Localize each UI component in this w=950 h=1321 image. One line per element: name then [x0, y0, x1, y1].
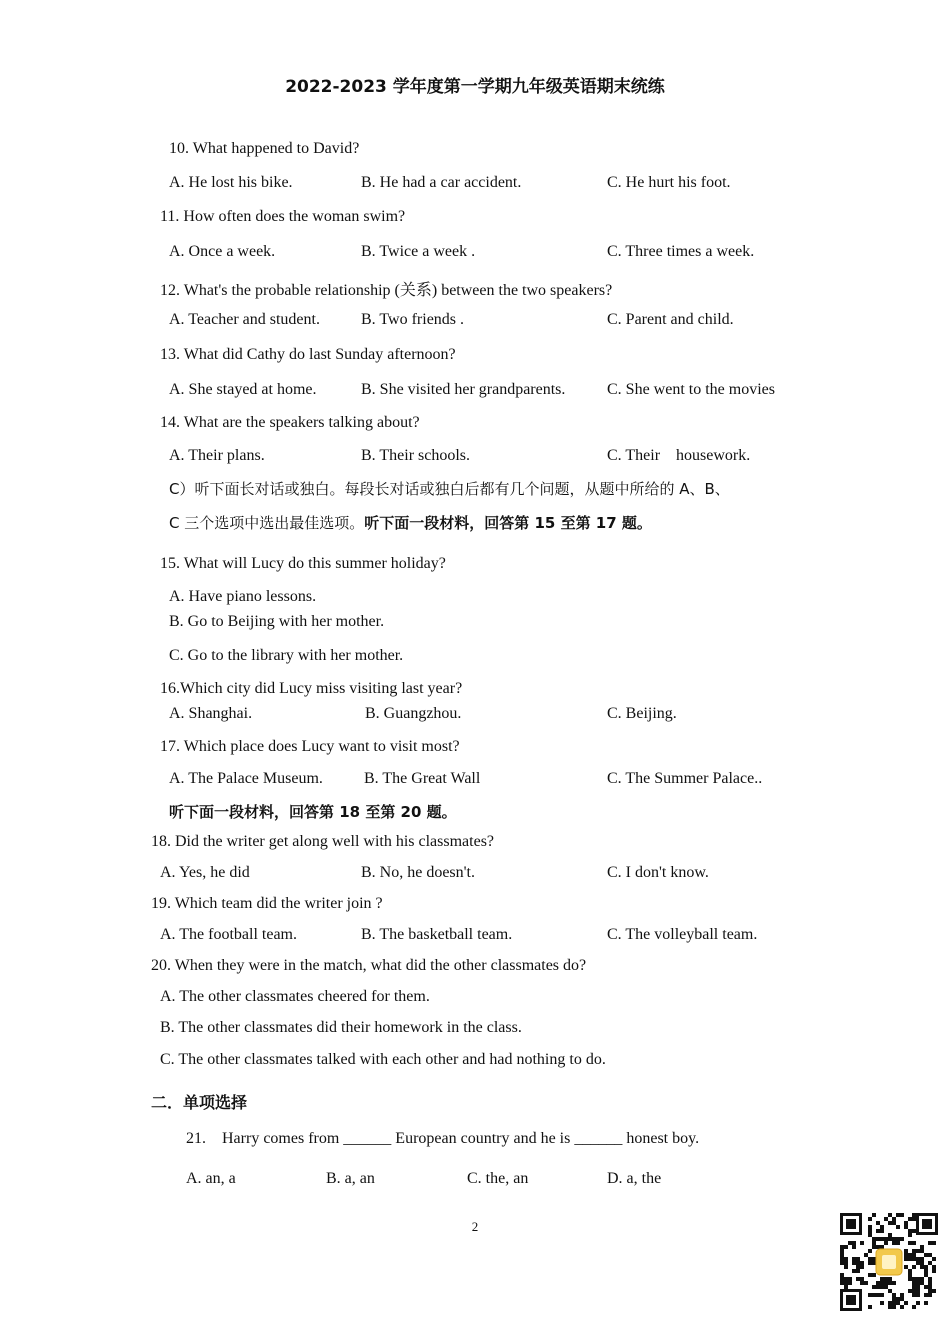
option-12a: A. Teacher and student. [169, 311, 320, 328]
option-17b: B. The Great Wall [364, 770, 481, 787]
option-17a: A. The Palace Museum. [169, 770, 323, 787]
option-12b: B. Two friends . [361, 311, 465, 328]
question-18: 18. Did the writer get along well with his classmates? [151, 833, 495, 850]
question-21: 21. Harry comes from ______ European country and he is ______ honest boy. [186, 1130, 700, 1147]
option-10a: A. He lost his bike. [169, 174, 293, 191]
option-13b: B. She visited her grandparents. [361, 381, 566, 398]
question-14: 14. What are the speakers talking about? [160, 414, 420, 431]
option-18a: A. Yes, he did [160, 864, 250, 881]
option-18c: C. I don't know. [607, 864, 709, 881]
section-two-heading: 二．单项选择 [151, 1093, 248, 1112]
option-21c: C. the, an [467, 1170, 529, 1187]
option-11c: C. Three times a week. [607, 243, 755, 260]
question-16: 16.Which city did Lucy miss visiting last year? [160, 680, 463, 697]
question-15: 15. What will Lucy do this summer holiday? [160, 555, 446, 572]
option-20c: C. The other classmates talked with each other and had nothing to do. [160, 1051, 606, 1068]
option-19b: B. The basketball team. [361, 926, 513, 943]
option-20a: A. The other classmates cheered for them. [160, 988, 430, 1005]
option-15a: A. Have piano lessons. [169, 588, 317, 605]
section-c-instruction-bold: 听下面一段材料，回答第 15 至第 17 题。 [364, 514, 652, 532]
option-11a: A. Once a week. [169, 243, 276, 260]
question-19: 19. Which team did the writer join ? [151, 895, 383, 912]
option-20b: B. The other classmates did their homework in the class. [160, 1019, 522, 1036]
option-10b: B. He had a car accident. [361, 174, 522, 191]
option-17c: C. The Summer Palace.. [607, 770, 763, 787]
option-21b: B. a, an [326, 1170, 375, 1187]
option-15b: B. Go to Beijing with her mother. [169, 613, 385, 630]
option-14a: A. Their plans. [169, 447, 265, 464]
option-12c: C. Parent and child. [607, 311, 734, 328]
question-17: 17. Which place does Lucy want to visit most? [160, 738, 460, 755]
option-21d: D. a, the [607, 1170, 662, 1187]
option-16a: A. Shanghai. [169, 705, 253, 722]
page-title: 2022-2023 学年度第一学期九年级英语期末统练 [285, 77, 665, 97]
option-18b: B. No, he doesn't. [361, 864, 475, 881]
section-c-instruction-line1: C）听下面长对话或独白。每段长对话或独白后都有几个问题，从题中所给的 A、B、 [169, 480, 730, 498]
option-16c: C. Beijing. [607, 705, 677, 722]
option-19a: A. The football team. [160, 926, 297, 943]
option-13c: C. She went to the movies [607, 381, 775, 398]
section-c-instruction-line2 [169, 512, 652, 533]
option-14b: B. Their schools. [361, 447, 471, 464]
qr-code-icon [838, 1211, 940, 1313]
page-number: 2 [471, 1219, 479, 1234]
option-14c: C. Their housework. [607, 447, 751, 464]
question-12: 12. What's the probable relationship (关系) between the two speakers? [160, 282, 613, 299]
question-20: 20. When they were in the match, what did the other classmates do? [151, 957, 587, 974]
option-21a: A. an, a [186, 1170, 236, 1187]
option-15c: C. Go to the library with her mother. [169, 647, 404, 664]
option-11b: B. Twice a week . [361, 243, 476, 260]
question-11: 11. How often does the woman swim? [160, 208, 406, 225]
option-10c: C. He hurt his foot. [607, 174, 731, 191]
option-13a: A. She stayed at home. [169, 381, 317, 398]
question-13: 13. What did Cathy do last Sunday afternoon? [160, 346, 456, 363]
instruction-18-20: 听下面一段材料，回答第 18 至第 20 题。 [169, 803, 457, 821]
question-10: 10. What happened to David? [169, 140, 360, 157]
section-c-instruction-normal: C 三个选项中选出最佳选项。 [169, 514, 365, 532]
option-19c: C. The volleyball team. [607, 926, 758, 943]
option-16b: B. Guangzhou. [365, 705, 462, 722]
